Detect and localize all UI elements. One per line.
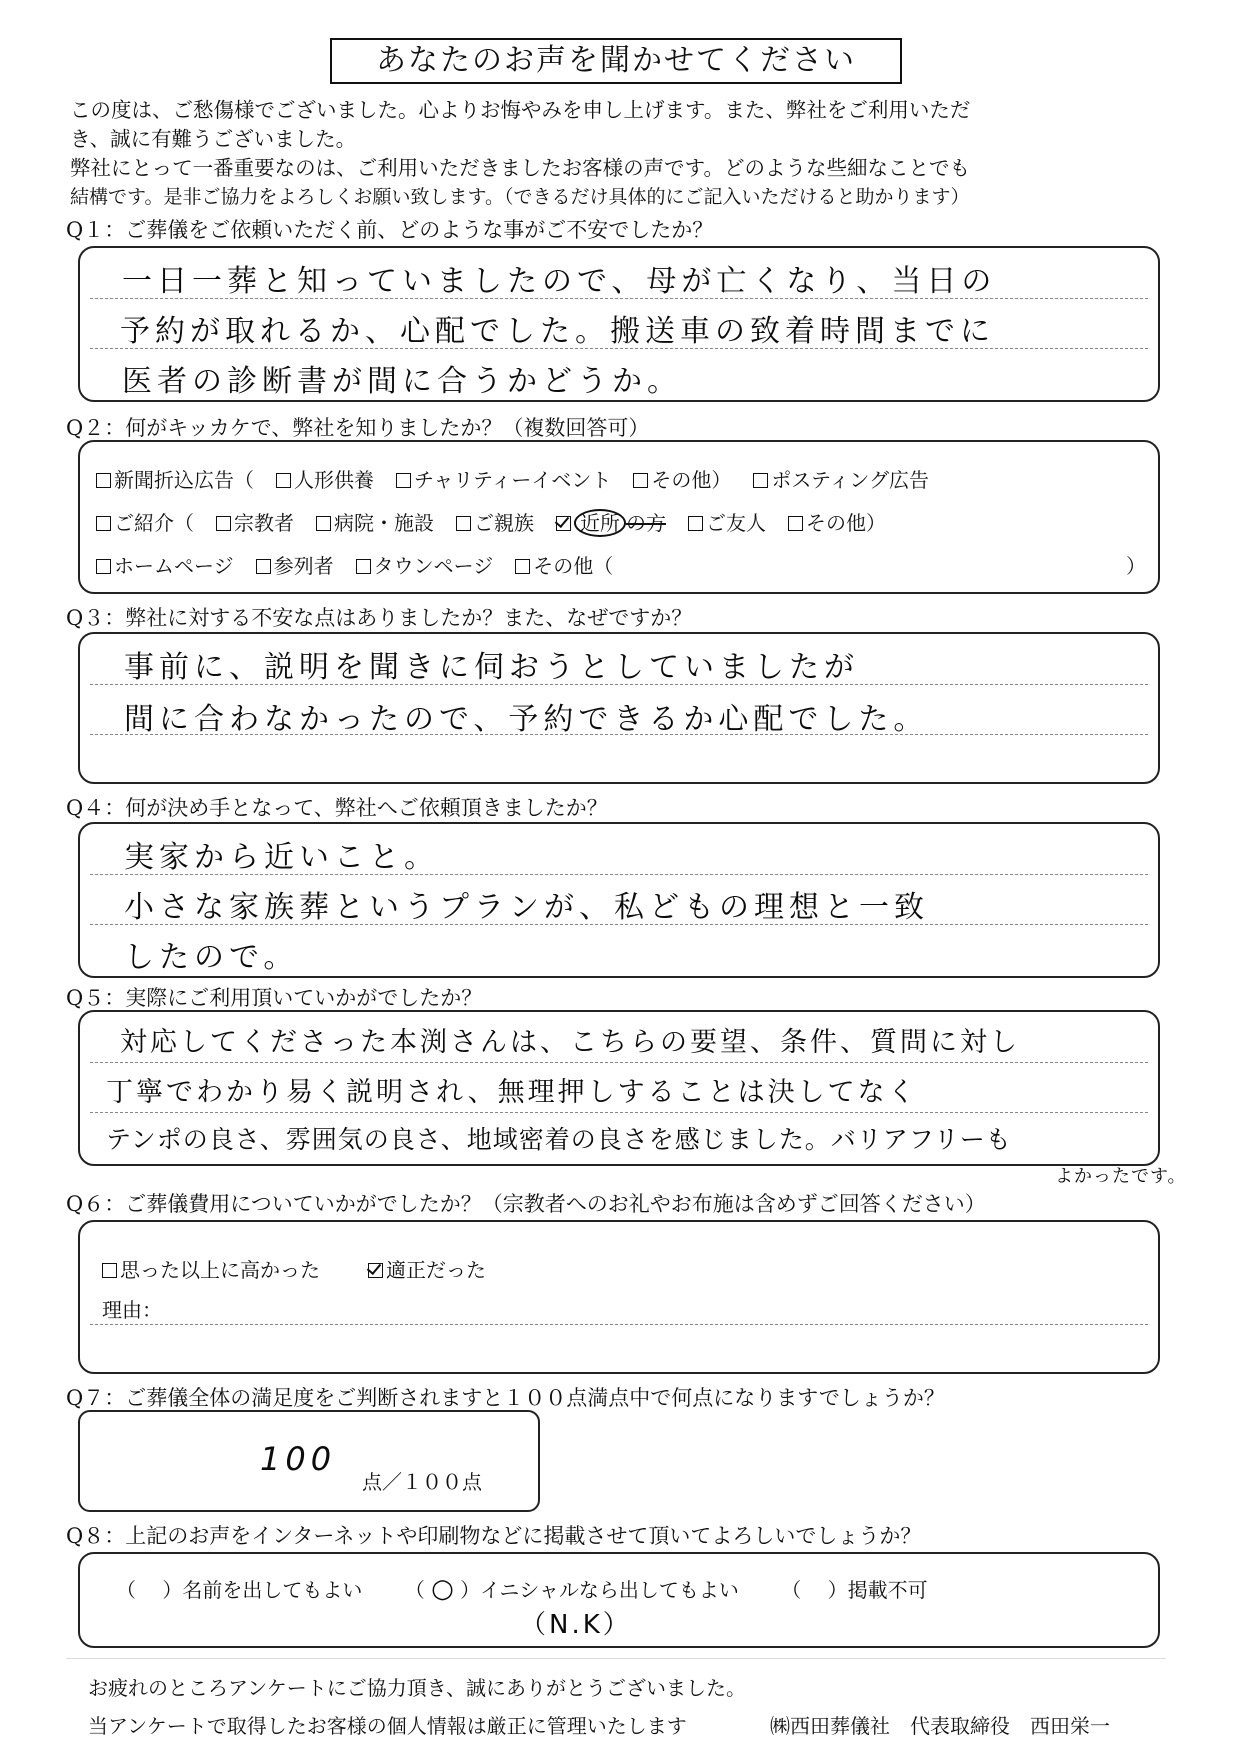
option-no-publish[interactable]: （ ）掲載不可 [781, 1578, 928, 1602]
checkbox-checked-icon[interactable] [556, 516, 571, 531]
q6-options [102, 1254, 508, 1283]
q4-answer-box [78, 822, 1160, 978]
checkbox-checked-icon[interactable] [368, 1263, 383, 1278]
q5-answer-line: 対応してくださった本渕さんは、こちらの要望、条件、質問に対し [120, 1027, 1020, 1058]
paren-close: ） [1126, 554, 1146, 578]
option-too-expensive[interactable]: 思った以上に高かった [102, 1258, 320, 1282]
q8-label: Q８：上記のお声をインターネットや印刷物などに掲載させて頂いてよろしいでしょうか？ [66, 1524, 922, 1548]
checkbox-icon[interactable] [456, 516, 471, 531]
q5-label: Q５：実際にご利用頂いていかがでしたか？ [66, 986, 483, 1010]
option-referral[interactable]: ご紹介（ [96, 511, 194, 535]
q4-answer-line: 小さな家族葬というプランが、私どもの理想と一致 [124, 890, 929, 925]
intro-line: き、誠に有難うございました。 [70, 127, 357, 151]
q7-label: Q７：ご葬儀全体の満足度をご判断されますと１００点満点中で何点になりますでしょうか？ [66, 1386, 945, 1410]
q5-answer-line: 丁寧でわかり易く説明され、無理押しすることは決してなく [106, 1077, 918, 1108]
q6-answer-box [78, 1220, 1160, 1374]
q4-answer-line: 実家から近いこと。 [124, 840, 439, 875]
option-name-ok[interactable]: （ ）名前を出してもよい [116, 1578, 363, 1602]
q5-answer-box [78, 1010, 1160, 1166]
q1-answer-line: 一日一葬と知っていましたので、母が亡くなり、当日の [122, 264, 997, 299]
option-other-2[interactable]: その他） [788, 511, 886, 535]
q3-answer-line: 間に合わなかったので、予約できるか心配でした。 [124, 702, 929, 737]
q8-options [116, 1574, 928, 1604]
q5-answer-tail: よかったです。 [1055, 1166, 1187, 1187]
checkbox-icon[interactable] [356, 559, 371, 574]
q1-label: Q１：ご葬儀をご依頼いただく前、どのような事がご不安でしたか？ [66, 218, 714, 242]
option-posting-ad[interactable]: ポスティング広告 [753, 468, 929, 492]
q1-answer-line: 医者の診断書が間に合うかどうか。 [122, 364, 682, 399]
option-attendee[interactable]: 参列者 [256, 554, 334, 578]
q3-answer-box [78, 632, 1160, 784]
q8-options-box [78, 1552, 1160, 1648]
option-other-3[interactable]: その他（ [515, 554, 613, 578]
q4-label: Q４：何が決め手となって、弊社へご依頼頂きましたか？ [66, 796, 608, 820]
q2-row-1 [96, 464, 951, 493]
q5-answer-line: テンポの良さ、雰囲気の良さ、地域密着の良さを感じました。バリアフリーも [106, 1125, 1012, 1154]
divider [66, 1658, 1166, 1659]
checkbox-icon[interactable] [633, 473, 648, 488]
option-charity-event[interactable]: チャリティーイベント [396, 468, 611, 492]
option-newspaper[interactable]: 新聞折込広告（ [96, 468, 254, 492]
option-other-1[interactable]: その他） [633, 468, 731, 492]
intro-line: 結構です。是非ご協力をよろしくお願い致します。（できるだけ具体的にご記入いただけると助かります） [70, 186, 970, 208]
checkbox-icon[interactable] [96, 559, 111, 574]
q7-score-unit: 点／１００点 [362, 1470, 482, 1494]
option-neighbor[interactable]: 近所 の方 [556, 511, 666, 535]
q7-score: 100 [260, 1440, 337, 1478]
option-relatives[interactable]: ご親族 [456, 511, 534, 535]
q7-score-box [78, 1410, 540, 1512]
q6-reason-label: 理由： [102, 1298, 162, 1322]
checkbox-icon[interactable] [396, 473, 411, 488]
option-hospital[interactable]: 病院・施設 [316, 511, 434, 535]
q3-answer-line: 事前に、説明を聞きに伺おうとしていましたが [124, 650, 859, 685]
checkbox-icon[interactable] [788, 516, 803, 531]
option-doll-memorial[interactable]: 人形供養 [276, 468, 374, 492]
q8-initials: （N.K） [520, 1610, 632, 1640]
intro-line: この度は、ご愁傷様でございました。心よりお悔やみを申し上げます。また、弊社をご利用いただ [70, 98, 971, 122]
q1-answer-line: 予約が取れるか、心配でした。搬送車の致着時間までに [120, 314, 995, 349]
struck-text: の方 [626, 511, 666, 535]
footer-company: ㈱西田葬儀社 代表取締役 西田栄一 [770, 1714, 1110, 1738]
intro-text [70, 96, 1180, 212]
q1-answer-box [78, 246, 1160, 402]
selected-mark: ○ [431, 1574, 454, 1604]
q2-options-box [78, 440, 1160, 594]
page-title: あなたのお声を聞かせてください [330, 38, 902, 84]
footer-thanks: お疲れのところアンケートにご協力頂き、誠にありがとうございました。 [88, 1676, 746, 1700]
checkbox-icon[interactable] [102, 1263, 117, 1278]
checkbox-icon[interactable] [688, 516, 703, 531]
q2-row-3 [96, 550, 1146, 579]
q4-answer-line: したので。 [124, 940, 299, 975]
option-appropriate[interactable]: 適正だった [368, 1258, 486, 1282]
checkbox-icon[interactable] [256, 559, 271, 574]
option-homepage[interactable]: ホームページ [96, 554, 234, 578]
checkbox-icon[interactable] [96, 473, 111, 488]
option-friend[interactable]: ご友人 [688, 511, 766, 535]
option-townpage[interactable]: タウンページ [356, 554, 494, 578]
q6-label: Q６：ご葬儀費用についていかがでしたか？（宗教者へのお礼やお布施は含めずご回答ください） [66, 1192, 986, 1216]
intro-line: 弊社にとって一番重要なのは、ご利用いただきましたお客様の声です。どのような些細なことでも [70, 156, 970, 180]
checkbox-icon[interactable] [515, 559, 530, 574]
q3-label: Q３：弊社に対する不安な点はありましたか？また、なぜですか？ [66, 606, 693, 630]
footer-privacy: 当アンケートで取得したお客様の個人情報は厳正に管理いたします [88, 1714, 687, 1738]
checkbox-icon[interactable] [216, 516, 231, 531]
option-initials-ok[interactable]: （ ○ ）イニシャルなら出してもよい [404, 1574, 739, 1604]
checkbox-icon[interactable] [316, 516, 331, 531]
checkbox-icon[interactable] [276, 473, 291, 488]
checkbox-icon[interactable] [753, 473, 768, 488]
checkbox-icon[interactable] [96, 516, 111, 531]
option-clergy[interactable]: 宗教者 [216, 511, 294, 535]
q2-label: Q２：何がキッカケで、弊社を知りましたか？（複数回答可） [66, 416, 650, 440]
q2-row-2 [96, 507, 908, 536]
